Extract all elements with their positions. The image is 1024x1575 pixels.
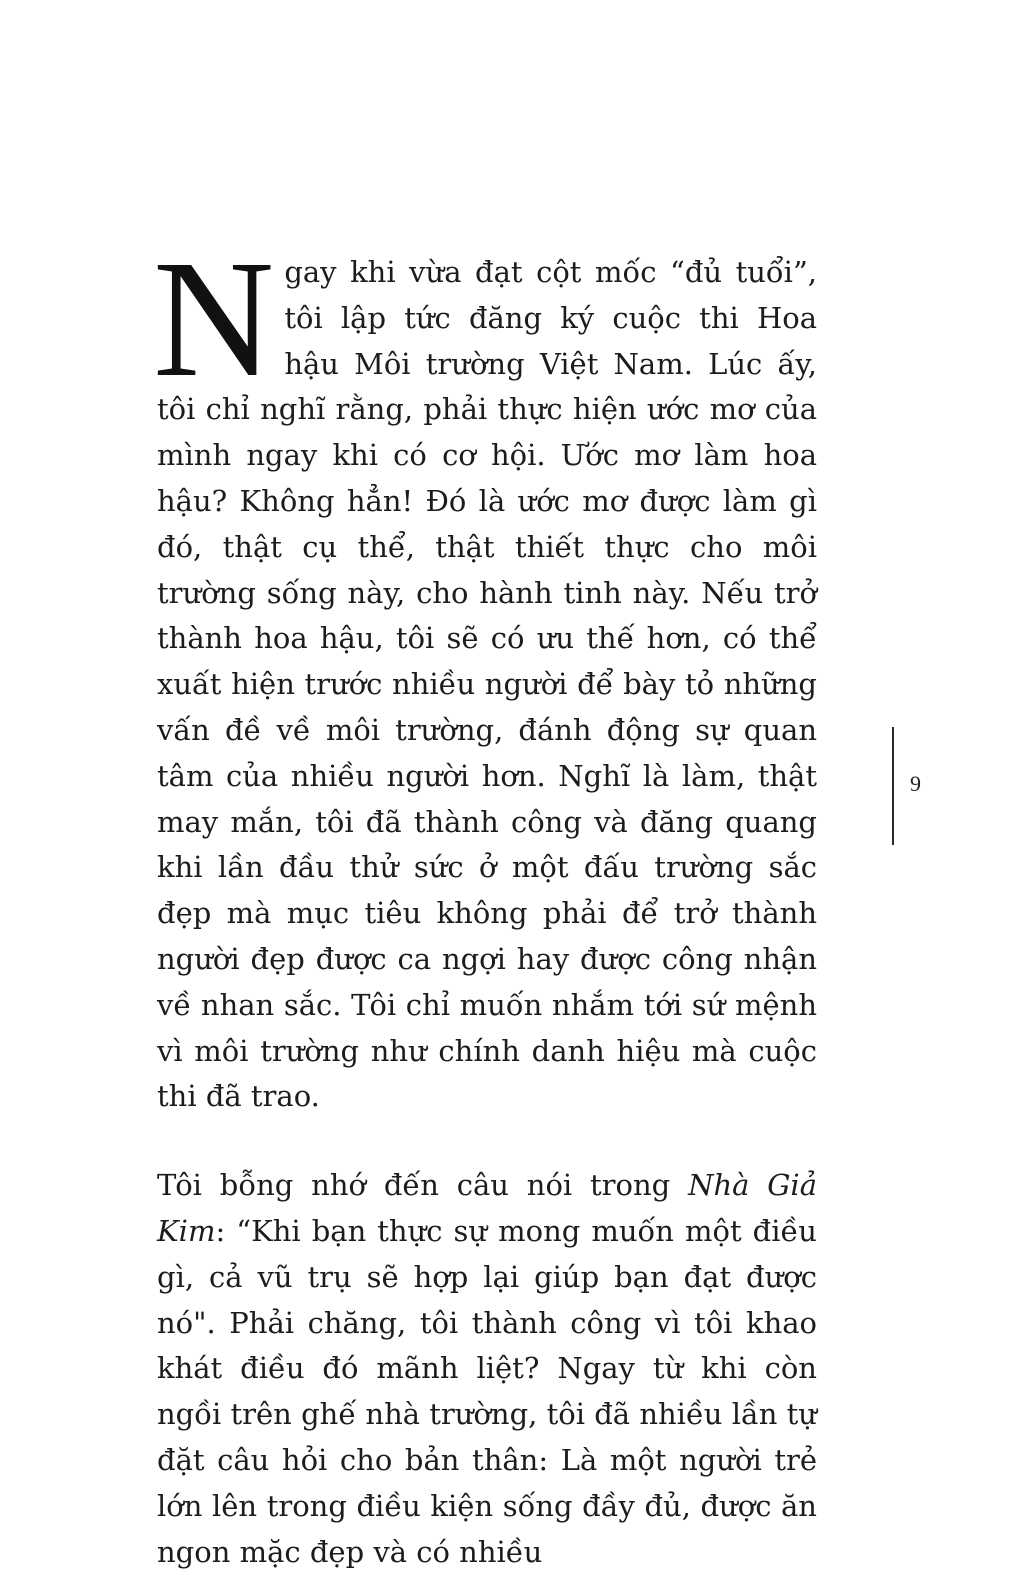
book-title: Nhà Giả Kim: [157, 1168, 817, 1248]
paragraph-2-text: : “Khi bạn thực sự mong muốn một điều gì, cả vũ trụ sẽ hợp lại giúp bạn đạt được nó". Phải chăng, tôi thành công vì tôi khao khát điều đó mãnh liệt? Ngay từ khi còn ngồi trên ghế nhà trường, tôi đã nhiều lần tự đặt câu hỏi cho bản thân: Là một người trẻ lớn lên trong điều kiện sống đầy đủ, được ăn ngon mặc đẹp và có nhiều: [157, 1213, 817, 1569]
paragraph-2-lead: Tôi bỗng nhớ đến câu nói trong: [157, 1168, 689, 1203]
paragraph-1: [153, 226, 817, 1120]
paragraph-1-text: gay khi vừa đạt cột mốc “đủ tuổi”, tôi lập tức đăng ký cuộc thi Hoa hậu Môi trường Việt Nam. Lúc ấy, tôi chỉ nghĩ rằng, phải thực hiện ước mơ của mình ngay khi có cơ hội. Ước mơ làm hoa hậu? Không hẳn! Đó là ước mơ được làm gì đó, thật cụ thể, thật thiết thực cho môi trường sống này, cho hành tinh này. Nếu trở thành hoa hậu, tôi sẽ có ưu thế hơn, có thể xuất hiện trước nhiều người để bày tỏ những vấn đề về môi trường, đánh động sự quan tâm của nhiều người hơn. Nghĩ là làm, thật may mắn, tôi đã thành công và đăng quang khi lần đầu thử sức ở một đấu trường sắc đẹp mà mục tiêu không phải để trở thành người đẹp được ca ngợi hay được công nhận về nhan sắc. Tôi chỉ muốn nhắm tới sứ mệnh vì môi trường như chính danh hiệu mà cuộc thi đã trao.: [157, 255, 817, 1114]
body-text: [153, 226, 817, 1575]
page-number: 9: [910, 771, 921, 796]
folio-rule: [892, 727, 894, 845]
drop-cap: N: [153, 226, 275, 412]
paragraph-2: [157, 1163, 817, 1575]
page-folio: [892, 727, 952, 845]
